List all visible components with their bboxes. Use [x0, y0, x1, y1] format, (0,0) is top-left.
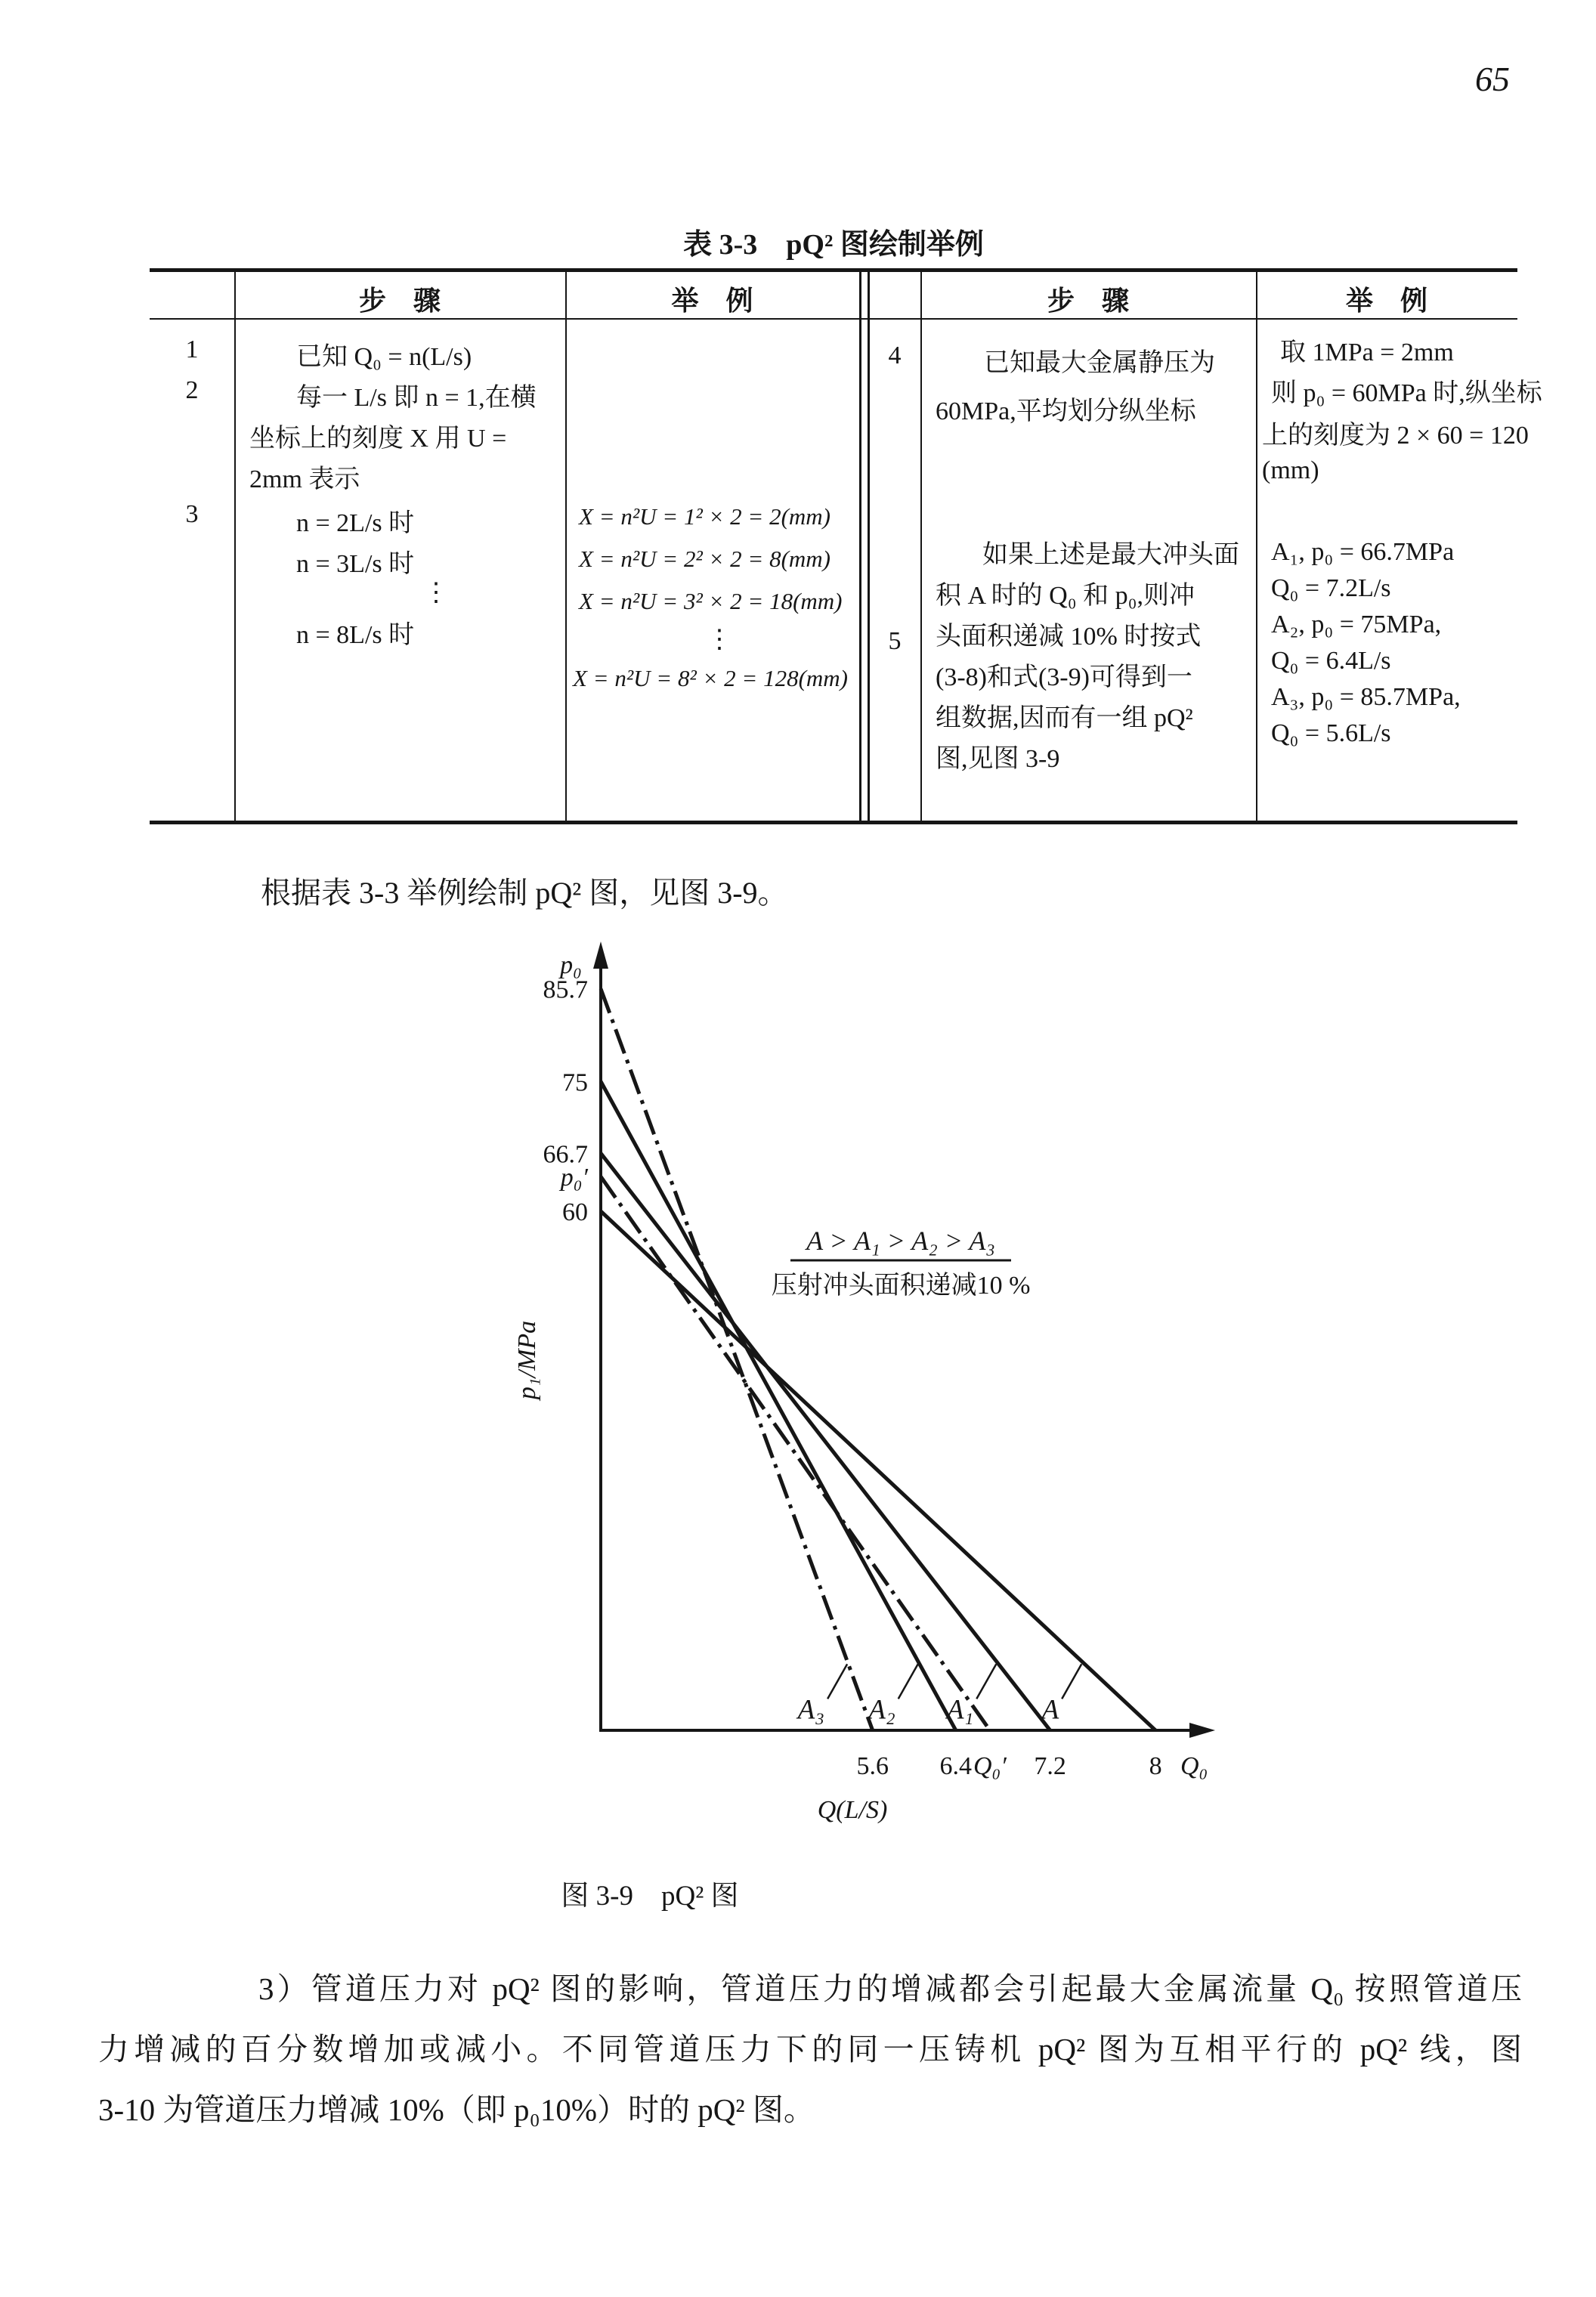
curve-label-A₁: A₁ [946, 1694, 974, 1726]
table-cell-line: 积 A 时的 Q₀ 和 p₀,则冲 [936, 582, 1195, 610]
table-cell-line: Q₀ = 5.6L/s [1271, 719, 1391, 747]
table-cell-line: 取 1MPa = 2mm [1280, 339, 1454, 366]
paragraph-text: 3）管道压力对 pQ² 图的影响，管道压力的增减都会引起最大金属流量 Q₀ 按照管道压 [258, 1971, 1522, 2006]
page-number: 65 [1475, 60, 1510, 98]
table-cell-line: 组数据,因而有一组 pQ² [936, 704, 1193, 732]
table-vline-right-step [1256, 268, 1257, 822]
y-tick-label: 85.7 [543, 975, 588, 1004]
table-cell-line: 已知 Q₀ = n(L/s) [296, 343, 472, 371]
row-number: 2 [185, 376, 199, 404]
table-cell-line: 2mm 表示 [249, 465, 360, 493]
row-number: 3 [185, 500, 199, 528]
annotation-top: A > A₁ > A₂ > A₃ [806, 1226, 995, 1256]
table-cell-line: A₃, p₀ = 85.7MPa, [1271, 683, 1461, 711]
figure-3-9-chart [423, 929, 1300, 1836]
y-axis-end-label: p₀ [560, 951, 582, 979]
table-vline-left-step [565, 268, 567, 822]
y-axis-title: p₁/MPa [513, 1320, 541, 1400]
table-cell-line: 每一 L/s 即 n = 1,在横 [296, 384, 537, 412]
x-axis-end-label: Q₀ [1180, 1752, 1208, 1780]
x-tick-label: 7.2 [1034, 1752, 1066, 1780]
curve-label-A₃: A₃ [797, 1694, 825, 1726]
curve-label-A: A [1041, 1694, 1059, 1726]
table-cell-line: n = 2L/s 时 [296, 509, 415, 537]
table-title: 表 3-3 pQ² 图绘制举例 [683, 229, 984, 261]
curve-label-leader [827, 1664, 847, 1699]
figure-caption: 图 3-9 pQ² 图 [561, 1881, 739, 1912]
x-axis-title: Q(L/S) [817, 1796, 888, 1824]
paragraph-line: 3-10 为管道压力增减 10%（即 p₀10%）时的 pQ² 图。 [98, 2092, 815, 2127]
row-number: 5 [888, 627, 902, 655]
header-step-right: 步 骤 [1047, 286, 1129, 316]
table-cell-line: (mm) [1262, 456, 1319, 484]
vertical-ellipsis: ⋮ [707, 626, 734, 654]
chart-line-A₃ [601, 989, 873, 1730]
curve-label-leader [899, 1664, 918, 1699]
header-example-left: 举 例 [671, 286, 753, 316]
table-rule-bottom [150, 821, 1517, 824]
header-example-right: 举 例 [1345, 286, 1427, 316]
table-cell-line: 如果上述是最大冲头面 [982, 541, 1239, 569]
table-cell-formula: X = n²U = 3² × 2 = 18(mm) [579, 588, 843, 614]
table-cell-line: Q₀ = 7.2L/s [1271, 574, 1391, 602]
table-cell-line: Q₀ = 6.4L/s [1271, 647, 1391, 675]
x-tick-label: 6.4 [939, 1752, 973, 1780]
y-axis-arrow-icon [593, 941, 608, 969]
row-number: 1 [185, 335, 199, 363]
table-cell-line: 上的刻度为 2 × 60 = 120 [1262, 422, 1529, 450]
table-vline-left-rowno [234, 268, 236, 822]
table-cell-formula: X = n²U = 8² × 2 = 128(mm) [573, 665, 849, 691]
table-rule-header [150, 318, 1517, 320]
table-cell-line: 坐标上的刻度 X 用 U = [249, 425, 507, 453]
table-cell-formula: X = n²U = 2² × 2 = 8(mm) [579, 546, 831, 572]
vertical-ellipsis: ⋮ [423, 579, 450, 607]
chart-line-A₂ [601, 1081, 956, 1730]
table-cell-line: n = 8L/s 时 [296, 621, 415, 649]
table-cell-line: (3-8)和式(3-9)可得到一 [936, 663, 1192, 691]
intro-sentence: 根据表 3-3 举例绘制 pQ² 图，见图 3-9。 [261, 876, 788, 910]
row-number: 4 [888, 342, 902, 369]
header-step-left: 步 骤 [358, 286, 441, 316]
table-cell-formula: X = n²U = 1² × 2 = 2(mm) [579, 503, 831, 530]
curve-label-leader [976, 1664, 996, 1699]
y-tick-label: 66.7 [543, 1140, 588, 1169]
table-vline-right-rowno [920, 268, 922, 822]
y-tick-label: 60 [562, 1198, 588, 1226]
table-cell-line: 已知最大金属静压为 [984, 349, 1215, 377]
table-cell-line: 图,见图 3-9 [936, 745, 1060, 773]
table-rule-top [150, 268, 1517, 272]
table-cell-line: n = 3L/s 时 [296, 550, 415, 578]
table-cell-line: 则 p₀ = 60MPa 时,纵坐标 [1271, 379, 1542, 407]
table-vline-middle-a [859, 268, 861, 822]
x-axis-arrow-icon [1189, 1723, 1215, 1738]
table-cell-line: 60MPa,平均划分纵坐标 [936, 397, 1196, 425]
x-tick-label: 8 [1149, 1752, 1162, 1780]
table-cell-line: A₂, p₀ = 75MPa, [1271, 611, 1442, 638]
y-tick-label: 75 [562, 1068, 588, 1097]
y-tick-label: p₀′ [560, 1164, 588, 1192]
annotation-bottom: 压射冲头面积递减10 % [771, 1272, 1031, 1300]
curve-label-leader [1062, 1664, 1081, 1699]
curve-label-A₂: A₂ [868, 1694, 895, 1726]
table-cell-line: 头面积递减 10% 时按式 [936, 623, 1202, 651]
table-cell-line: A₁, p₀ = 66.7MPa [1271, 538, 1455, 566]
x-tick-label: Q₀′ [973, 1752, 1007, 1780]
x-tick-label: 5.6 [856, 1752, 889, 1780]
paragraph-line: 力增减的百分数增加或减小。不同管道压力下的同一压铸机 pQ² 图为互相平行的 pQ² 线，图 [98, 2032, 1522, 2067]
paragraph-line [98, 1958, 1522, 2019]
